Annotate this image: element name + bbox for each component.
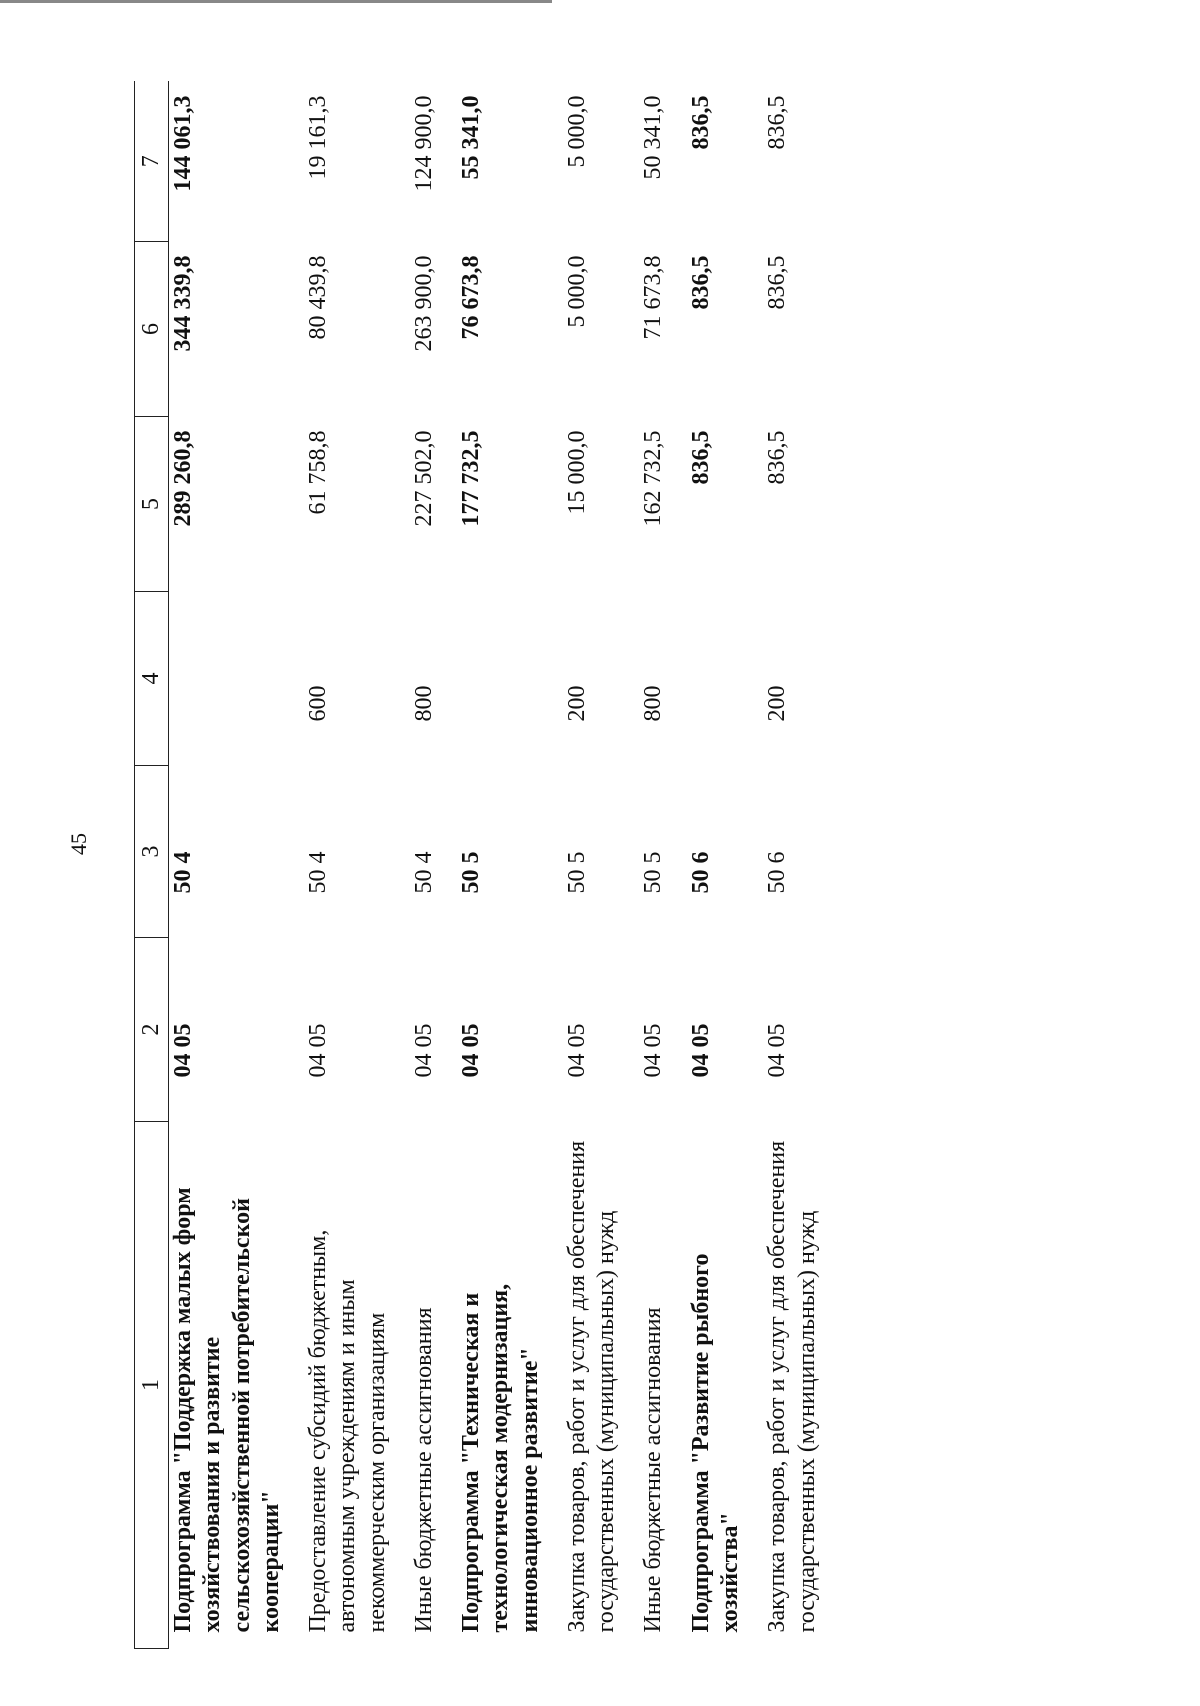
row-section-code: 04 05 [687,1023,714,1078]
row-amount-col5: 227 502,0 [410,430,437,527]
table-row [763,82,822,1649]
row-amount-col6: 836,5 [687,255,714,310]
row-amount-col5: 162 732,5 [640,430,667,527]
row-amount-col5: 15 000,0 [563,430,590,515]
row-amount-col6: 80 439,8 [305,255,332,340]
row-expense-type: 800 [410,685,437,722]
row-name: Подпрограмма "Поддержка малых форм хозяйствования и развитие сельскохозяйственной потребительской кооперации" [170,1187,284,1633]
row-expense-type [457,592,563,766]
header-col-3: 3 [135,766,169,938]
row-amount-col7: 124 900,0 [410,95,437,192]
row-program-code: 50 4 [410,851,437,894]
row-amount-col5: 61 758,8 [305,430,332,515]
row-amount-col6: 344 339,8 [170,255,196,352]
row-name: Закупка товаров, работ и услуг для обеспечения государственных (муниципальных) нужд [764,1140,820,1633]
header-col-5: 5 [135,417,169,592]
row-amount-col7: 19 161,3 [305,95,332,180]
row-expense-type: 600 [305,685,332,722]
row-amount-col5: 836,5 [687,430,714,485]
row-amount-col6: 263 900,0 [410,255,437,352]
row-section-code: 04 05 [410,1023,437,1078]
row-amount-col7: 50 341,0 [640,95,667,180]
row-program-code: 50 6 [764,851,791,894]
header-row [135,82,169,1649]
row-program-code: 50 4 [170,851,196,894]
header-col-4: 4 [135,592,169,766]
budget-table [134,82,822,1650]
row-amount-col7: 5 000,0 [563,95,590,168]
header-col-2: 2 [135,938,169,1122]
row-section-code: 04 05 [170,1023,196,1078]
row-section-code: 04 05 [563,1023,590,1078]
table-row [563,82,640,1649]
row-expense-type: 200 [563,685,590,722]
row-program-code: 50 4 [305,851,332,894]
row-amount-col7: 144 061,3 [170,95,196,192]
row-name: Предоставление субсидий бюджетным, автономным учреждениям и иным некоммерческим организациям [305,1229,390,1633]
row-expense-type [169,592,305,766]
row-amount-col5: 177 732,5 [458,430,485,527]
table-row [687,82,764,1649]
page-number: 45 [66,833,91,855]
row-name: Подпрограмма "Развитие рыбного хозяйства" [687,1253,743,1633]
row-amount-col5: 289 260,8 [170,430,196,527]
row-section-code: 04 05 [764,1023,791,1078]
row-amount-col7: 836,5 [687,95,714,150]
header-col-6: 6 [135,242,169,417]
table-row [304,82,410,1649]
row-amount-col6: 71 673,8 [640,255,667,340]
row-section-code: 04 05 [458,1023,485,1078]
row-program-code: 50 6 [687,851,714,894]
row-expense-type: 800 [640,685,667,722]
row-expense-type: 200 [764,685,791,722]
row-amount-col6: 76 673,8 [458,255,485,340]
table-row [457,82,563,1649]
row-expense-type [687,592,764,766]
row-name: Иные бюджетные ассигнования [410,1307,437,1633]
row-program-code: 50 5 [458,851,485,894]
row-amount-col7: 55 341,0 [458,95,485,180]
row-name: Подпрограмма "Техническая и технологическая модернизация, инновационное развитие" [458,1283,543,1633]
row-section-code: 04 05 [640,1023,667,1078]
header-col-7: 7 [135,82,169,242]
table-row [639,82,686,1649]
row-section-code: 04 05 [305,1023,332,1078]
row-program-code: 50 5 [563,851,590,894]
table-row [410,82,457,1649]
row-name: Иные бюджетные ассигнования [640,1307,667,1633]
row-amount-col6: 5 000,0 [563,255,590,328]
row-amount-col5: 836,5 [764,430,791,485]
row-amount-col7: 836,5 [764,95,791,150]
row-name: Закупка товаров, работ и услуг для обеспечения государственных (муниципальных) нужд [563,1140,620,1633]
table-row [169,82,305,1649]
header-col-1: 1 [135,1122,169,1649]
row-program-code: 50 5 [640,851,667,894]
row-amount-col6: 836,5 [764,255,791,310]
